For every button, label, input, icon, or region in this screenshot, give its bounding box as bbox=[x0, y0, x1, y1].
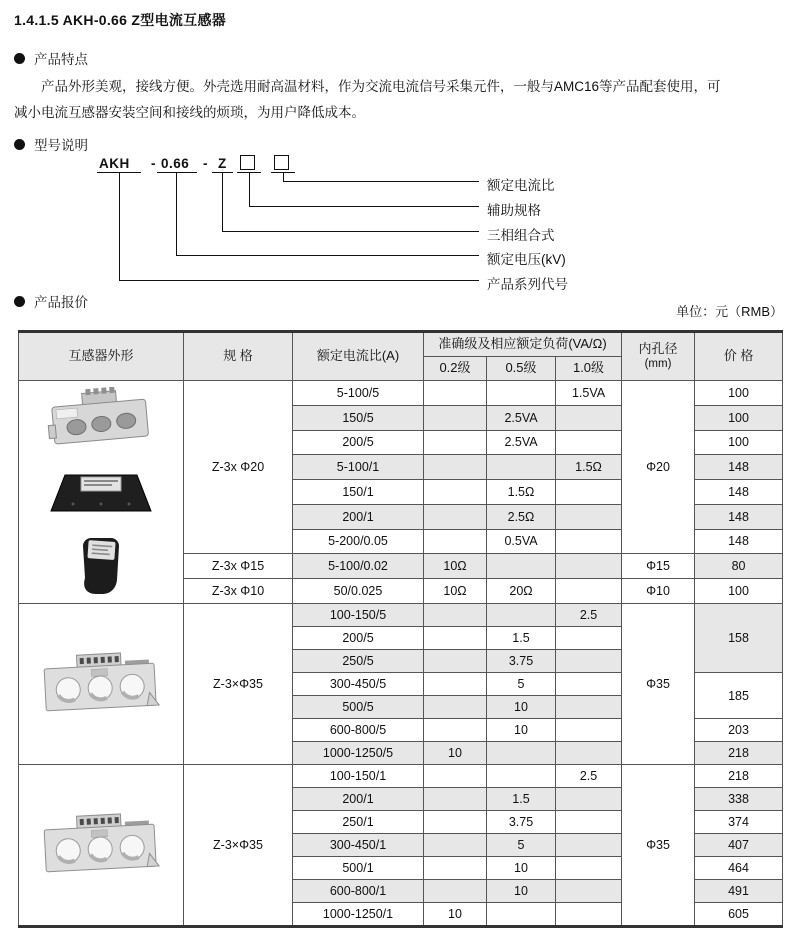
ratio-cell: 150/5 bbox=[293, 405, 424, 430]
bore-cell: Φ10 bbox=[622, 579, 695, 604]
acc-cell-1.0级 bbox=[556, 788, 622, 811]
acc-cell-0.2级 bbox=[424, 788, 487, 811]
ratio-cell: 250/5 bbox=[293, 650, 424, 673]
acc-cell-0.5级: 1.5 bbox=[487, 627, 556, 650]
header-acc-0.5级: 0.5级 bbox=[487, 357, 556, 381]
acc-cell-0.2级 bbox=[424, 504, 487, 529]
acc-cell-1.0级 bbox=[556, 554, 622, 579]
price-cell: 374 bbox=[695, 811, 783, 834]
acc-cell-1.0级 bbox=[556, 696, 622, 719]
ratio-cell: 50/0.025 bbox=[293, 579, 424, 604]
spec-cell: Z-3x Φ20 bbox=[184, 381, 293, 554]
acc-cell-0.2级 bbox=[424, 834, 487, 857]
header-accuracy: 准确级及相应额定负荷(VA/Ω) bbox=[424, 332, 622, 357]
page-title: 1.4.1.5 AKH-0.66 Z型电流互感器 bbox=[14, 12, 227, 28]
acc-cell-0.2级 bbox=[424, 811, 487, 834]
price-cell: 218 bbox=[695, 742, 783, 765]
acc-cell-0.5级: 2.5Ω bbox=[487, 504, 556, 529]
acc-cell-1.0级: 2.5 bbox=[556, 604, 622, 627]
model-code-voltage: 0.66 bbox=[161, 156, 190, 171]
price-row bbox=[19, 765, 783, 788]
shape-image-stack bbox=[19, 381, 183, 603]
ratio-cell: 600-800/5 bbox=[293, 719, 424, 742]
spec-cell: Z-3×Φ35 bbox=[184, 604, 293, 765]
bore-cell: Φ35 bbox=[622, 765, 695, 927]
ratio-cell: 5-200/0.05 bbox=[293, 529, 424, 554]
ratio-cell: 200/5 bbox=[293, 430, 424, 455]
acc-cell-0.2级 bbox=[424, 405, 487, 430]
acc-cell-1.0级: 2.5 bbox=[556, 765, 622, 788]
acc-cell-1.0级: 1.5Ω bbox=[556, 455, 622, 480]
ratio-cell: 1000-1250/1 bbox=[293, 903, 424, 927]
ct-3hole-angled-image bbox=[42, 387, 160, 453]
price-cell: 338 bbox=[695, 788, 783, 811]
header-price: 价 格 bbox=[695, 332, 783, 381]
bullet-icon bbox=[14, 296, 25, 307]
ratio-cell: 100-150/5 bbox=[293, 604, 424, 627]
header-acc-0.2级: 0.2级 bbox=[424, 357, 487, 381]
price-row bbox=[19, 604, 783, 627]
acc-cell-0.2级 bbox=[424, 455, 487, 480]
acc-cell-1.0级 bbox=[556, 719, 622, 742]
ratio-cell: 5-100/0.02 bbox=[293, 554, 424, 579]
model-label-series: 产品系列代号 bbox=[487, 277, 568, 292]
header-bore: 内孔径 (mm) bbox=[622, 332, 695, 381]
header-ratio: 额定电流比(A) bbox=[293, 332, 424, 381]
ratio-cell: 250/1 bbox=[293, 811, 424, 834]
header-acc-1.0级: 1.0级 bbox=[556, 357, 622, 381]
acc-cell-0.2级 bbox=[424, 627, 487, 650]
acc-cell-1.0级 bbox=[556, 903, 622, 927]
section-features-heading bbox=[14, 48, 88, 68]
price-cell: 407 bbox=[695, 834, 783, 857]
acc-cell-0.2级 bbox=[424, 529, 487, 554]
unit-note: 单位：元（RMB） bbox=[676, 304, 783, 319]
acc-cell-0.2级 bbox=[424, 857, 487, 880]
bore-cell: Φ15 bbox=[622, 554, 695, 579]
acc-cell-0.5级 bbox=[487, 765, 556, 788]
acc-cell-0.5级: 10 bbox=[487, 719, 556, 742]
model-code-dash: - bbox=[203, 156, 208, 171]
acc-cell-1.0级 bbox=[556, 480, 622, 505]
pricing-table-body bbox=[19, 381, 783, 927]
pricing-table-header bbox=[19, 332, 783, 381]
acc-cell-0.5级: 5 bbox=[487, 834, 556, 857]
acc-cell-1.0级 bbox=[556, 811, 622, 834]
acc-cell-1.0级 bbox=[556, 627, 622, 650]
ct-round-black-image bbox=[69, 535, 133, 597]
acc-cell-0.2级 bbox=[424, 673, 487, 696]
price-cell: 100 bbox=[695, 430, 783, 455]
ratio-cell: 600-800/1 bbox=[293, 880, 424, 903]
bore-cell: Φ20 bbox=[622, 381, 695, 554]
acc-cell-1.0级 bbox=[556, 504, 622, 529]
model-label-voltage: 额定电压(kV) bbox=[487, 252, 566, 267]
bullet-icon bbox=[14, 53, 25, 64]
ratio-cell: 100-150/1 bbox=[293, 765, 424, 788]
acc-cell-0.2级: 10 bbox=[424, 903, 487, 927]
ratio-cell: 5-100/1 bbox=[293, 455, 424, 480]
features-line-2: 减小电流互感器安装空间和接线的烦琐，为用户降低成本。 bbox=[14, 105, 365, 120]
bullet-icon bbox=[14, 139, 25, 150]
acc-cell-1.0级 bbox=[556, 834, 622, 857]
ratio-cell: 300-450/1 bbox=[293, 834, 424, 857]
shape-image-cell bbox=[19, 765, 184, 927]
ct-flat-black-image bbox=[45, 469, 157, 519]
acc-cell-1.0级 bbox=[556, 529, 622, 554]
header-spec: 规 格 bbox=[184, 332, 293, 381]
price-cell: 158 bbox=[695, 604, 783, 673]
acc-cell-0.5级: 5 bbox=[487, 673, 556, 696]
acc-cell-1.0级 bbox=[556, 857, 622, 880]
acc-cell-0.5级: 1.5Ω bbox=[487, 480, 556, 505]
spec-cell: Z-3x Φ10 bbox=[184, 579, 293, 604]
acc-cell-0.2级: 10Ω bbox=[424, 579, 487, 604]
acc-cell-0.2级 bbox=[424, 696, 487, 719]
acc-cell-1.0级 bbox=[556, 430, 622, 455]
features-paragraph bbox=[14, 74, 784, 126]
price-cell: 100 bbox=[695, 381, 783, 406]
acc-cell-1.0级 bbox=[556, 742, 622, 765]
acc-cell-0.2级 bbox=[424, 604, 487, 627]
acc-cell-0.2级 bbox=[424, 650, 487, 673]
price-cell: 148 bbox=[695, 480, 783, 505]
price-row bbox=[19, 381, 783, 406]
acc-cell-0.2级 bbox=[424, 381, 487, 406]
acc-cell-0.5级: 0.5VA bbox=[487, 529, 556, 554]
acc-cell-0.5级: 1.5 bbox=[487, 788, 556, 811]
shape-image-stack bbox=[19, 644, 183, 724]
model-code-series: AKH bbox=[99, 156, 130, 171]
model-label-ratio: 额定电流比 bbox=[487, 178, 555, 193]
price-cell: 100 bbox=[695, 405, 783, 430]
shape-image-cell bbox=[19, 604, 184, 765]
acc-cell-0.2级 bbox=[424, 719, 487, 742]
shape-image-stack bbox=[19, 805, 183, 885]
acc-cell-0.2级: 10Ω bbox=[424, 554, 487, 579]
spec-cell: Z-3×Φ35 bbox=[184, 765, 293, 927]
acc-cell-0.2级 bbox=[424, 880, 487, 903]
acc-cell-0.2级: 10 bbox=[424, 742, 487, 765]
ct-3hole-front-image bbox=[36, 811, 166, 879]
connector-line bbox=[119, 172, 479, 281]
acc-cell-0.5级: 10 bbox=[487, 857, 556, 880]
acc-cell-0.5级 bbox=[487, 742, 556, 765]
model-label-3phase: 三相组合式 bbox=[487, 228, 555, 243]
bore-cell: Φ35 bbox=[622, 604, 695, 765]
price-cell: 100 bbox=[695, 579, 783, 604]
features-line-1: 产品外形美观，接线方便。外壳选用耐高温材料，作为交流电流信号采集元件，一般与AMC16等产品配套使用，可 bbox=[41, 79, 721, 94]
acc-cell-0.5级: 2.5VA bbox=[487, 430, 556, 455]
acc-cell-0.5级 bbox=[487, 455, 556, 480]
acc-cell-0.5级 bbox=[487, 554, 556, 579]
price-cell: 148 bbox=[695, 455, 783, 480]
ratio-cell: 300-450/5 bbox=[293, 673, 424, 696]
model-code-box-ratio bbox=[274, 155, 289, 170]
shape-image-cell bbox=[19, 381, 184, 604]
acc-cell-0.5级: 10 bbox=[487, 880, 556, 903]
price-cell: 148 bbox=[695, 529, 783, 554]
acc-cell-0.5级: 3.75 bbox=[487, 811, 556, 834]
section-pricing-heading bbox=[14, 291, 88, 311]
model-code-z: Z bbox=[218, 156, 227, 171]
price-cell: 80 bbox=[695, 554, 783, 579]
acc-cell-0.2级 bbox=[424, 480, 487, 505]
acc-cell-0.5级 bbox=[487, 604, 556, 627]
model-label-aux: 辅助规格 bbox=[487, 203, 541, 218]
ratio-cell: 200/1 bbox=[293, 788, 424, 811]
acc-cell-0.5级: 20Ω bbox=[487, 579, 556, 604]
price-cell: 203 bbox=[695, 719, 783, 742]
acc-cell-1.0级 bbox=[556, 880, 622, 903]
price-cell: 218 bbox=[695, 765, 783, 788]
model-code-box-aux bbox=[240, 155, 255, 170]
header-shape: 互感器外形 bbox=[19, 332, 184, 381]
model-heading-label: 型号说明 bbox=[34, 138, 88, 153]
pricing-heading-label: 产品报价 bbox=[34, 295, 88, 310]
ratio-cell: 5-100/5 bbox=[293, 381, 424, 406]
price-cell: 185 bbox=[695, 673, 783, 719]
acc-cell-0.2级 bbox=[424, 430, 487, 455]
acc-cell-0.5级 bbox=[487, 381, 556, 406]
acc-cell-0.5级: 3.75 bbox=[487, 650, 556, 673]
acc-cell-0.5级: 10 bbox=[487, 696, 556, 719]
price-cell: 605 bbox=[695, 903, 783, 927]
acc-cell-0.5级 bbox=[487, 903, 556, 927]
acc-cell-1.0级 bbox=[556, 405, 622, 430]
acc-cell-1.0级: 1.5VA bbox=[556, 381, 622, 406]
ratio-cell: 150/1 bbox=[293, 480, 424, 505]
acc-cell-1.0级 bbox=[556, 673, 622, 696]
ratio-cell: 500/5 bbox=[293, 696, 424, 719]
spec-cell: Z-3x Φ15 bbox=[184, 554, 293, 579]
acc-cell-0.5级: 2.5VA bbox=[487, 405, 556, 430]
price-cell: 464 bbox=[695, 857, 783, 880]
ratio-cell: 1000-1250/5 bbox=[293, 742, 424, 765]
acc-cell-1.0级 bbox=[556, 579, 622, 604]
section-model-heading bbox=[14, 134, 88, 154]
header-row-1 bbox=[19, 332, 783, 357]
model-code-dash: - bbox=[151, 156, 156, 171]
acc-cell-1.0级 bbox=[556, 650, 622, 673]
features-heading-label: 产品特点 bbox=[34, 52, 88, 67]
ratio-cell: 500/1 bbox=[293, 857, 424, 880]
acc-cell-0.2级 bbox=[424, 765, 487, 788]
ct-3hole-front-image bbox=[36, 650, 166, 718]
price-cell: 491 bbox=[695, 880, 783, 903]
ratio-cell: 200/1 bbox=[293, 504, 424, 529]
price-cell: 148 bbox=[695, 504, 783, 529]
pricing-table bbox=[18, 330, 783, 928]
ratio-cell: 200/5 bbox=[293, 627, 424, 650]
